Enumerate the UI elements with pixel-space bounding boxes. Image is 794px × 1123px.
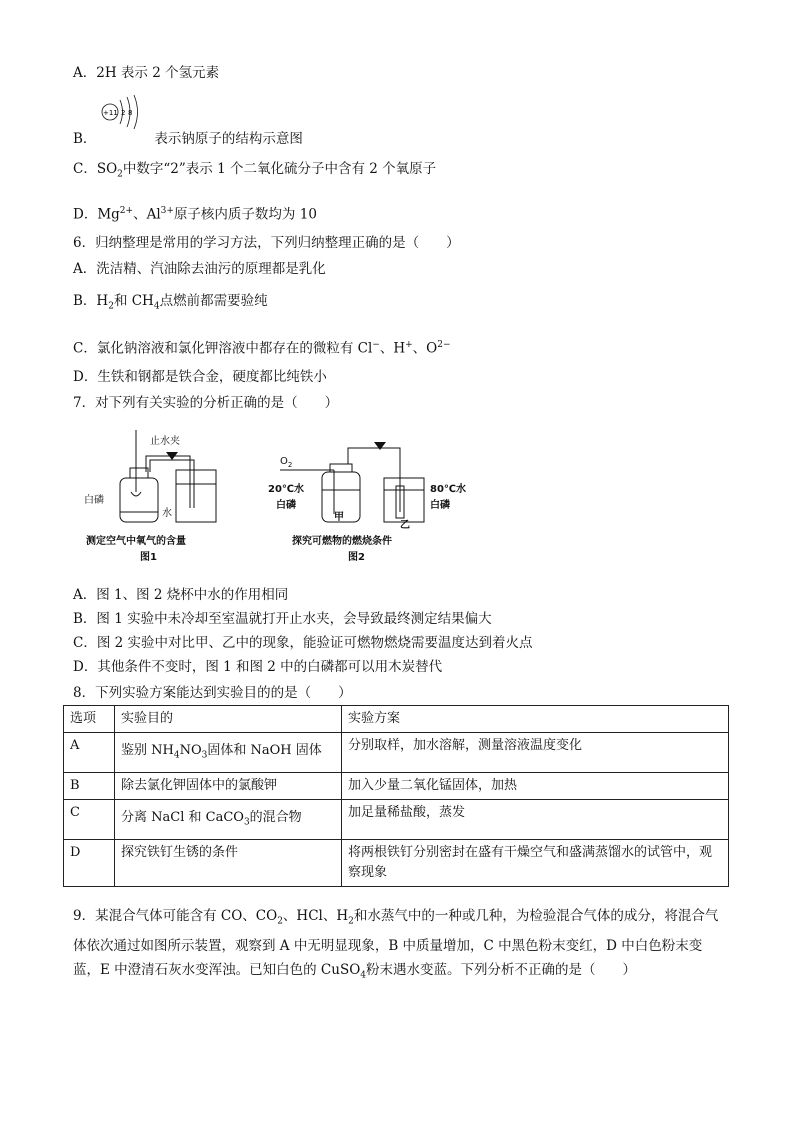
fig2-phosphorus-right-label: 白磷 [430, 500, 450, 511]
q6-stem: 6．归纳整理是常用的学习方法，下列归纳整理正确的是（ ） [73, 235, 460, 251]
fig1-clamp-label: 止水夹 [150, 436, 180, 447]
q7-option-b: B．图 1 实验中未冷却至室温就打开止水夹，会导致最终测定结果偏大 [73, 611, 492, 627]
fig2-phosphorus-left-label: 白磷 [276, 500, 296, 511]
fig2-yi-label: 乙 [400, 520, 410, 531]
fig2-jia-label: 甲 [334, 512, 344, 523]
fig2-water20-label: 20℃水 [268, 484, 305, 495]
row-option: B [64, 773, 115, 800]
table-header-option: 选项 [64, 706, 115, 733]
row-plan: 将两根铁钉分别密封在盛有干燥空气和盛满蒸馏水的试管中，观察现象 [342, 840, 729, 887]
q6-option-b: B．$H_2$和 $CH_4$点燃前都需要验纯 [73, 293, 268, 312]
fig1-caption: 测定空气中氧气的含量 [86, 536, 186, 547]
q7-stem: 7．对下列有关实验的分析正确的是（ ） [73, 395, 339, 411]
fig1-water-label: 水 [162, 508, 172, 519]
beaker [176, 470, 216, 522]
table-header-goal: 实验目的 [115, 706, 342, 733]
q5-option-d: D．$Mg^{2+}$、$Al^{3+}$原子核内质子数均为 10 [73, 206, 317, 223]
phosphorus-spoon [131, 492, 141, 496]
q7-option-d: D．其他条件不变时，图 1 和图 2 中的白磷都可以用木炭替代 [73, 659, 443, 675]
table-row [64, 840, 729, 887]
q7-option-c: C．图 2 实验中对比甲、乙中的现象，能验证可燃物燃烧需要温度达到着火点 [73, 635, 533, 651]
delivery-tube-outer [146, 456, 190, 508]
q5-option-a: A．2H 表示 2 个氢元素 [73, 65, 220, 81]
row-plan: 分别取样，加水溶解，测量溶液温度变化 [342, 733, 729, 773]
fig1-number: 图1 [140, 552, 157, 563]
fig2-o2-label: $O_2$ [280, 456, 293, 469]
shell-2-electrons: 8 [128, 109, 133, 117]
q6-option-c: C．氯化钠溶液和氯化钾溶液中都存在的微粒有 Cl−、H+、$O^{2-}$ [73, 340, 451, 357]
q6-option-a: A．洗洁精、汽油除去油污的原理都是乳化 [73, 261, 326, 277]
table-row [64, 800, 729, 840]
row-option: D [64, 840, 115, 887]
row-option: A [64, 733, 115, 773]
row-plan: 加入少量二氧化锰固体，加热 [342, 773, 729, 800]
q5-option-b-label: B． [73, 131, 97, 147]
fig2-caption: 探究可燃物的燃烧条件 [292, 536, 392, 547]
q5-option-b [73, 130, 303, 148]
row-goal: 分离 NaCl 和 CaCO$_3$的混合物 [115, 800, 342, 840]
sodium-atom-structure-diagram [100, 94, 142, 130]
table-header-row [64, 706, 729, 733]
shell-1-electrons: 2 [121, 109, 126, 117]
q8-table [63, 705, 729, 887]
row-goal: 鉴别 $NH_4NO_3$固体和 NaOH 固体 [115, 733, 342, 773]
valve-icon [374, 442, 386, 450]
row-goal: 除去氯化钾固体中的氯酸钾 [115, 773, 342, 800]
row-option: C [64, 800, 115, 840]
experiment-figure [80, 428, 480, 576]
q5-option-c: C．$SO_2$中数字“2”表示 1 个二氧化硫分子中含有 2 个氧原子 [73, 161, 437, 180]
q8-stem: 8．下列实验方案能达到实验目的的是（ ） [73, 685, 352, 701]
fig2-number: 图2 [348, 552, 365, 563]
row-plan: 加足量稀盐酸，蒸发 [342, 800, 729, 840]
connector-tube [348, 448, 400, 512]
shell-3 [134, 95, 138, 129]
jia-stopper [330, 464, 352, 472]
q5-option-b-text: 表示钠原子的结构示意图 [154, 131, 303, 147]
q7-option-a: A．图 1、图 2 烧杯中水的作用相同 [73, 587, 289, 603]
flask-neck [130, 468, 148, 478]
table-row [64, 733, 729, 773]
table-header-plan: 实验方案 [342, 706, 729, 733]
q9-stem: 9．某混合气体可能含有 CO、$CO_2$、HCl、$H_2$和水蒸气中的一种或几种，为检验混合气体的成分，将混合气体依次通过如图所示装置，观察到 A 中无明显现象，B 中质量增加，C 中黑色粉末变红，D 中白色粉末变蓝，E 中澄清石灰水变浑浊。已知白色的 CuSO$_4$粉末遇水变蓝。下列分析不正确的是（ ） [73, 908, 719, 981]
fig2-water80-label: 80℃水 [430, 484, 467, 495]
fig1-phosphorus-label: 白磷 [84, 495, 104, 506]
nucleus-charge: +11 [103, 109, 118, 117]
table-row [64, 773, 729, 800]
q6-option-d: D．生铁和钢都是铁合金，硬度都比纯铁小 [73, 369, 327, 385]
row-goal: 探究铁钉生锈的条件 [115, 840, 342, 887]
flask-body [120, 478, 158, 522]
